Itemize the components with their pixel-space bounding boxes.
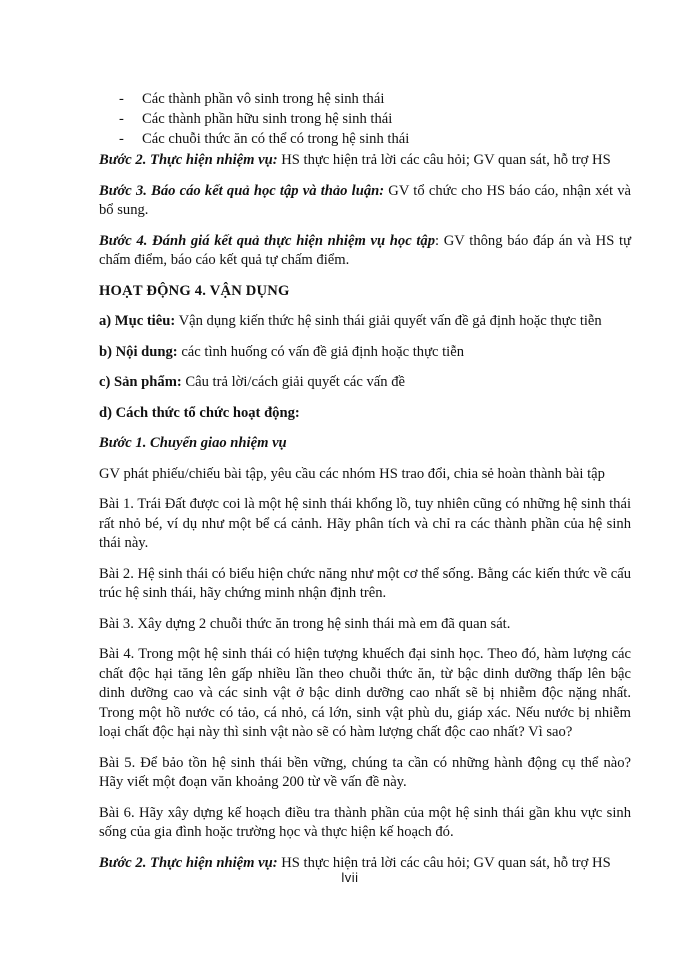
activity-heading: HOẠT ĐỘNG 4. VẬN DỤNG	[99, 282, 290, 299]
content-text: các tình huống có vấn đề giả định hoặc thực tiễn	[177, 343, 464, 360]
bullet-marker: -	[119, 91, 124, 107]
objective-text: Vận dụng kiến thức hệ sinh thái giải quyết vấn đề gả định hoặc thực tiễn	[175, 313, 602, 329]
objective-paragraph	[99, 312, 631, 332]
step-2-text: HS thực hiện trả lời các câu hỏi; GV quan sát, hỗ trợ HS	[277, 152, 611, 168]
exercise-3: Bài 3. Xây dựng 2 chuỗi thức ăn trong hệ sinh thái mà em đã quan sát.	[99, 615, 511, 632]
intro-paragraph: GV phát phiếu/chiếu bài tập, yêu cầu các nhóm HS trao đổi, chia sẻ hoàn thành bài tập	[99, 465, 605, 482]
method-heading: d) Cách thức tổ chức hoạt động:	[99, 404, 300, 421]
step-1-heading: Bước 1. Chuyển giao nhiệm vụ	[99, 435, 287, 451]
content-paragraph	[99, 343, 631, 363]
bullet-list	[99, 89, 631, 149]
exercise-5: Bài 5. Để bảo tồn hệ sinh thái bền vững, chúng ta cần có những hành động cụ thể nào? Hãy viết một đoạn văn khoảng 200 từ về vấn đề này.	[99, 754, 631, 790]
step-4-text: : GV thông báo đáp án và HS tự chấm điểm, báo cáo kết quả tự chấm điểm.	[99, 232, 631, 268]
step-2-repeat-label: Bước 2. Thực hiện nhiệm vụ:	[99, 854, 278, 871]
bullet-text: Các thành phần hữu sinh trong hệ sinh thái	[142, 111, 393, 127]
bullet-text: Các chuỗi thức ăn có thể có trong hệ sinh thái	[142, 131, 410, 147]
bullet-marker: -	[119, 131, 124, 147]
bullet-marker: -	[119, 111, 124, 127]
step-3-prefix: Bước 3.	[99, 182, 152, 199]
list-item	[99, 129, 631, 149]
step-3-paragraph	[99, 182, 631, 221]
product-paragraph	[99, 373, 631, 393]
page-number: lvii	[341, 870, 359, 885]
step-2-paragraph	[99, 151, 631, 171]
document-body	[99, 89, 631, 873]
exercise-2: Bài 2. Hệ sinh thái có biểu hiện chức năng như một cơ thể sống. Bằng các kiến thức về cấu trúc hệ sinh thái, hãy chứng minh nhận định trên.	[99, 565, 631, 601]
list-item	[99, 89, 631, 109]
bullet-text: Các thành phần vô sinh trong hệ sinh thái	[142, 91, 385, 107]
exercise-4: Bài 4. Trong một hệ sinh thái có hiện tượng khuếch đại sinh học. Theo đó, hàm lượng các chất độc hại tăng lên gấp nhiều lần theo chuỗi thức ăn, từ bậc dinh dưỡng thấp lên bậc dinh dưỡng cao và các sinh vật ở bậc dinh dưỡng cao nhất sẽ bị nhiễm độc nặng nhất. Trong một hồ nước có tảo, cá nhỏ, cá lớn, sinh vật phù du, giáp xác. Nếu nước bị nhiễm loại chất độc hại này thì sinh vật nào sẽ có hàm lượng chất độc cao nhất? Vì sao?	[99, 646, 631, 740]
product-label: c) Sản phẩm:	[99, 374, 182, 390]
objective-label: a) Mục tiêu:	[99, 313, 176, 329]
exercise-6: Bài 6. Hãy xây dựng kế hoạch điều tra thành phần của một hệ sinh thái gần khu vực sinh sống của gia đình hoặc trường học và thực hiện kế hoạch đó.	[99, 804, 631, 840]
step-2-repeat-text: HS thực hiện trả lời các câu hỏi; GV quan sát, hỗ trợ HS	[277, 854, 611, 871]
step-4-label: Bước 4. Đánh giá kết quả thực hiện nhiệm vụ học tập	[99, 232, 436, 249]
product-text: Câu trả lời/cách giải quyết các vấn đề	[181, 374, 406, 390]
exercise-1: Bài 1. Trái Đất được coi là một hệ sinh thái khổng lồ, tuy nhiên cũng có những hệ sinh thái rất nhỏ bé, ví dụ như một bể cá cảnh. Hãy phân tích và chỉ ra các thành phần của hệ sinh thái này.	[99, 496, 631, 551]
step-3-label: Báo cáo kết quả học tập và thảo luận:	[151, 182, 385, 199]
content-label: b) Nội dung:	[99, 343, 178, 360]
step-2-label: Bước 2. Thực hiện nhiệm vụ:	[99, 152, 278, 168]
list-item	[99, 109, 631, 129]
step-4-paragraph	[99, 232, 631, 271]
step-3-text: GV tổ chức cho HS báo cáo, nhận xét và bổ sung.	[99, 182, 632, 218]
